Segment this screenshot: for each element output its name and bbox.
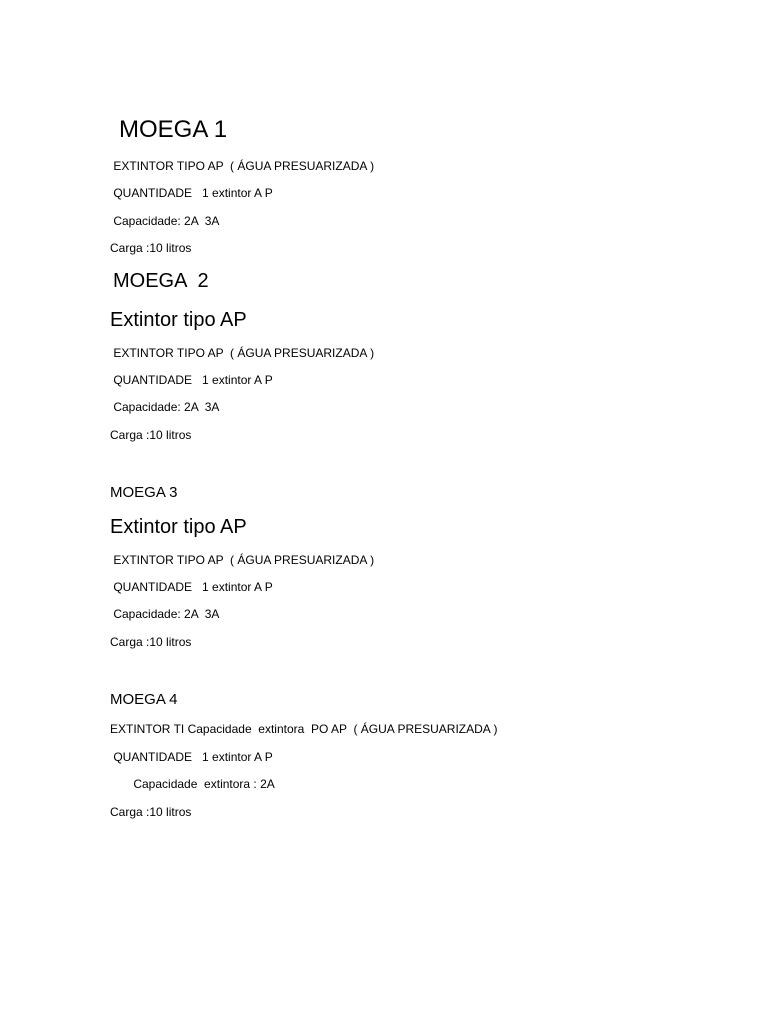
section-2-line-1: EXTINTOR TIPO AP ( ÁGUA PRESUARIZADA ) [110,346,375,360]
section-2-line-2: QUANTIDADE 1 extintor A P [110,373,273,387]
section-3-title: MOEGA 3 [110,484,178,501]
section-1-line-1: EXTINTOR TIPO AP ( ÁGUA PRESUARIZADA ) [110,159,375,173]
section-2-subtitle: Extintor tipo AP [110,309,247,331]
section-3-line-2: QUANTIDADE 1 extintor A P [110,580,273,594]
section-3-line-1: EXTINTOR TIPO AP ( ÁGUA PRESUARIZADA ) [110,553,375,567]
section-4-title: MOEGA 4 [110,691,178,708]
section-2-line-4: Carga :10 litros [110,428,192,442]
section-2-line-3: Capacidade: 2A 3A [110,400,220,414]
section-3-subtitle: Extintor tipo AP [110,516,247,538]
section-4-line-2: QUANTIDADE 1 extintor A P [110,750,273,764]
section-3-line-3: Capacidade: 2A 3A [110,607,220,621]
section-1-title: MOEGA 1 [119,116,228,143]
section-4-line-3: Capacidade extintora : 2A [110,777,275,791]
section-1-line-2: QUANTIDADE 1 extintor A P [110,186,273,200]
section-4-line-1: EXTINTOR TI Capacidade extintora PO AP ( ÁGUA PRESUARIZADA ) [110,722,498,736]
section-4-line-4: Carga :10 litros [110,805,192,819]
section-3-line-4: Carga :10 litros [110,635,192,649]
section-1-line-3: Capacidade: 2A 3A [110,214,220,228]
section-2-title: MOEGA 2 [113,270,209,292]
section-1-line-4: Carga :10 litros [110,241,192,255]
